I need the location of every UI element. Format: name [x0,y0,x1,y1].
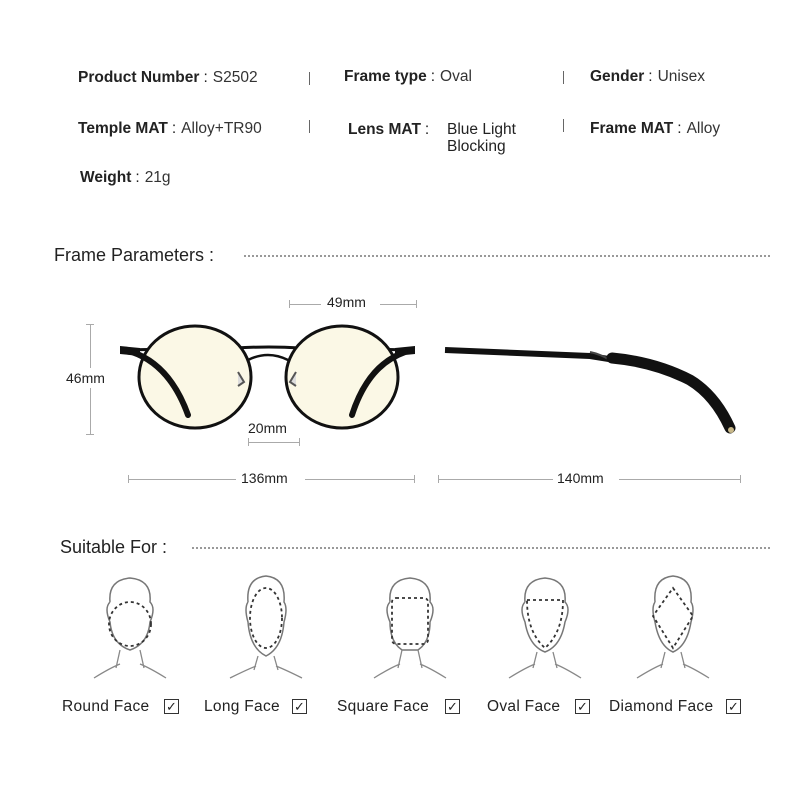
face-label-diamond: Diamond Face [609,698,714,715]
spec-colon: : [424,121,430,138]
spec-value: 21g [144,169,171,186]
temple-end-cap [728,427,734,433]
spec-gender [590,68,705,85]
spec-frame-mat [590,120,720,137]
temple-length-line-left [438,479,553,480]
lens-height-line-bottom [90,388,91,434]
spec-product-number [78,69,258,86]
face-label-oval: Oval Face [487,698,561,715]
spec-divider [309,120,310,133]
oval-face-sketch [505,572,585,680]
spec-divider [563,119,564,132]
frame-width-line-left [128,479,236,480]
temple-length-label: 140mm [557,470,604,486]
temple-tip [612,358,730,428]
section-dotted-divider [192,547,770,549]
square-face-sketch [370,572,450,680]
section-dotted-divider [244,255,770,257]
lens-height-tick [86,324,94,325]
spec-value: S2502 [212,69,258,86]
spec-lens-mat [348,121,434,138]
face-label-round: Round Face [62,698,150,715]
long-face-sketch [226,572,306,680]
face-label-square: Square Face [337,698,430,715]
bridge-width-line [248,442,300,443]
round-face-sketch [90,572,170,680]
checkbox-checked-icon: ✓ [164,699,179,714]
frame-width-tick [414,475,415,483]
spec-colon: : [171,120,177,137]
spec-lens-mat-value [447,121,516,155]
spec-value: Unisex [657,68,705,85]
lens-height-label: 46mm [66,370,105,386]
checkbox-checked-icon: ✓ [292,699,307,714]
spec-divider [309,72,310,85]
spec-value: Oval [440,68,472,85]
frame-width-line-right [305,479,415,480]
bridge-width-tick [299,438,300,446]
spec-label: Weight [80,169,132,186]
spec-temple-mat [78,120,262,137]
bridge-width-tick [248,438,249,446]
checkbox-checked-icon: ✓ [445,699,460,714]
bridge [248,355,288,360]
spec-weight [80,169,171,186]
spec-value-line1: Blue Light [447,121,516,138]
lens-width-tick [416,300,417,308]
spec-label: Temple MAT [78,120,168,137]
frame-parameters-title: Frame Parameters : [54,245,215,265]
spec-frame-type [344,68,472,85]
spec-colon: : [677,120,682,137]
spec-label: Product Number [78,69,200,86]
checkbox-checked-icon: ✓ [726,699,741,714]
frame-width-label: 136mm [241,470,288,486]
glasses-side-view [440,340,750,440]
lens-width-tick [289,300,290,308]
suitable-for-title: Suitable For : [60,537,168,557]
diamond-face-sketch [633,572,713,680]
spec-value: Alloy [686,120,721,137]
face-label-long: Long Face [204,698,280,715]
spec-label: Frame type [344,68,427,85]
temple-length-tick [438,475,439,483]
lens-width-line-left [289,304,321,305]
spec-value: Alloy+TR90 [181,120,262,137]
right-lens [286,326,398,428]
left-lens [139,326,251,428]
checkbox-checked-icon: ✓ [575,699,590,714]
spec-label: Gender [590,68,645,85]
temple-bar [445,350,615,360]
lens-height-tick [86,434,94,435]
spec-label: Lens MAT [348,121,421,138]
temple-length-tick [740,475,741,483]
lens-width-line-right [380,304,416,305]
lens-width-label: 49mm [327,294,366,310]
lens-height-line-top [90,324,91,368]
spec-colon: : [648,68,653,85]
spec-divider [563,71,564,84]
spec-colon: : [430,68,436,85]
frame-width-tick [128,475,129,483]
temple-length-line-right [619,479,740,480]
spec-colon: : [203,69,208,86]
spec-colon: : [135,169,140,186]
spec-label: Frame MAT [590,120,674,137]
spec-value-line2: Blocking [447,138,506,155]
bridge-width-label: 20mm [248,420,287,436]
